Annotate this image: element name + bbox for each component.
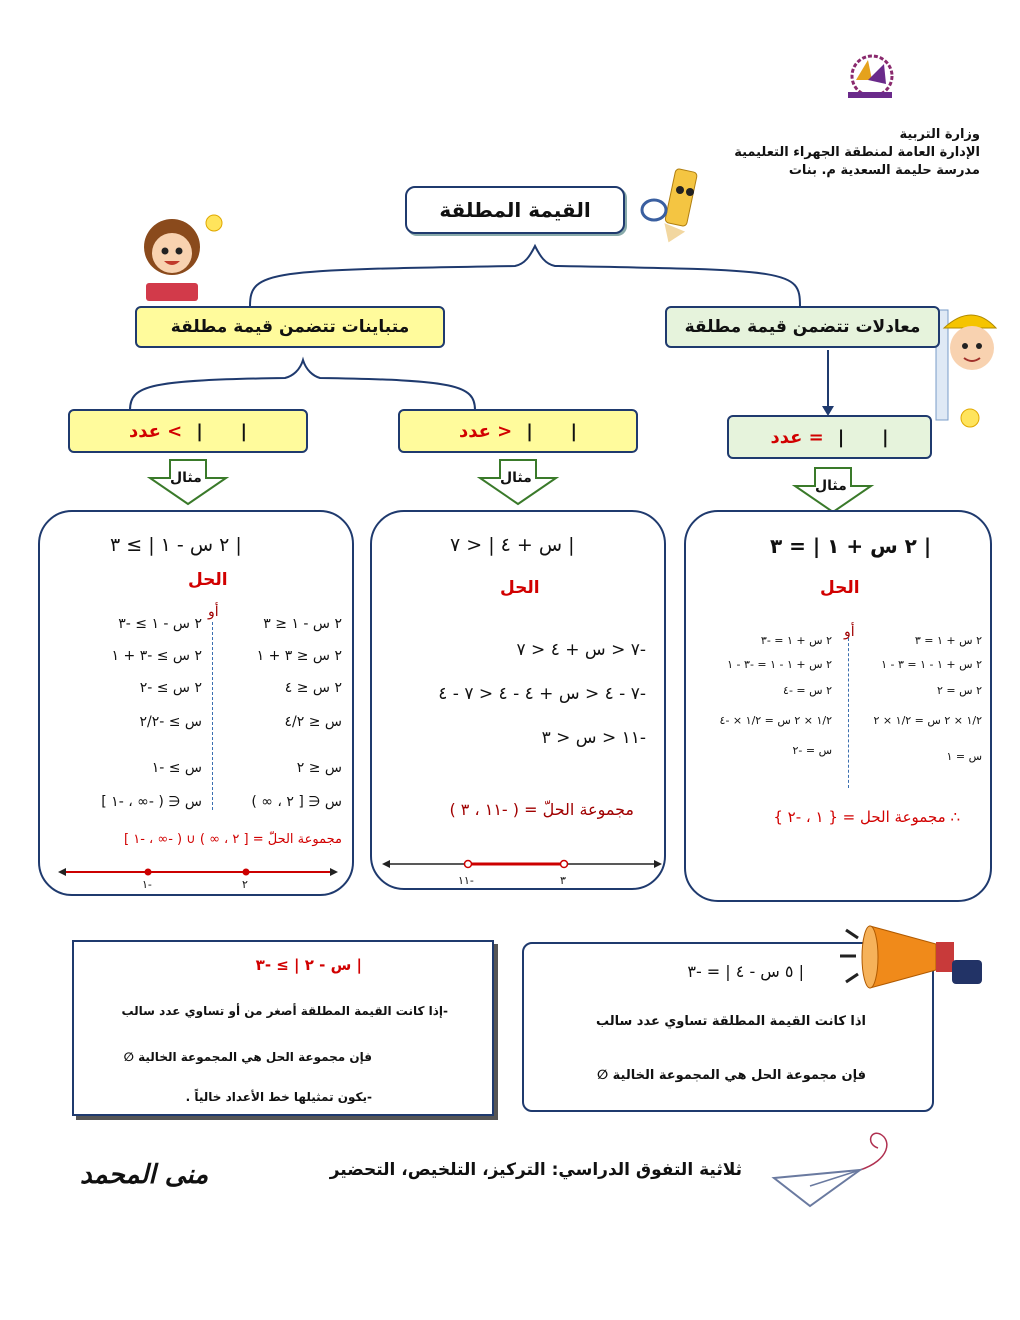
- form-equal: [727, 415, 932, 459]
- footer-slogan: ثلاثية التفوق الدراسي: التركيز، التلخيص، التحضير: [329, 1160, 742, 1180]
- panel-greater-left-step-6: س ∈ ( -∞ ، -١ ]: [101, 794, 202, 810]
- example-label-greater: مثال: [170, 470, 202, 486]
- panel-equation-solution-title: الحل: [820, 578, 860, 598]
- panel-equation-right-step-2: ٢ س + ١ - ١ = ٣ - ١: [881, 658, 982, 671]
- paper-plane-icon: [770, 1130, 900, 1220]
- panel-less-problem: | س + ٤ | < ٧: [450, 534, 575, 556]
- form-less: [398, 409, 638, 453]
- panel-equation-or: أو: [844, 624, 855, 640]
- panel-equation-right-step-4: ١/٢ × ٢ س = ١/٢ × ٢: [873, 714, 982, 727]
- form-greater-op: > عدد: [128, 420, 183, 442]
- panel-less-tick-right: ٣: [560, 874, 566, 887]
- header-school: مدرسة حليمة السعدية م. بنات: [788, 163, 980, 178]
- panel-equation-left-step-1: ٢ س + ١ = -٣: [760, 634, 832, 647]
- note-left-line-1: -إذا كانت القيمة المطلقة أصغر من أو تساوي عدد سالب: [121, 1004, 448, 1018]
- main-title: [405, 186, 625, 234]
- panel-less: [370, 510, 666, 890]
- panel-equation-problem: | ٢ س + ١ | = ٣: [770, 534, 932, 558]
- panel-greater-right-step-1: ٢ س - ١ ≤ ٣: [263, 616, 342, 632]
- panel-less-step-1: -٧ < س + ٤ < ٧: [516, 640, 646, 660]
- panel-equation-right-step-3: ٢ س = ٢: [937, 684, 982, 697]
- panel-equation-left-step-5: س = -٢: [792, 744, 832, 757]
- note-empty-set-inequality: [72, 940, 494, 1116]
- panel-greater-right-step-5: س ≤ ٢: [296, 760, 342, 776]
- panel-greater-solution-set: مجموعة الحلّ = [ ٢ ، ∞ ) ∪ ( -∞ ، -١ ]: [124, 832, 342, 847]
- panel-equation-solution-set: ∴ مجموعة الحل = { ١ ، -٢ }: [773, 808, 960, 826]
- panel-greater-left-step-3: ٢ س ≥ -٢: [139, 680, 202, 696]
- panel-greater-tick-left: -١: [142, 878, 152, 891]
- panel-greater-left-step-5: س ≥ -١: [151, 760, 202, 776]
- pencil-mascot-icon: [640, 160, 710, 245]
- panel-equation-left-step-2: ٢ س + ١ - ١ = -٣ - ١: [727, 658, 832, 671]
- panel-less-step-3: -١١ < س < ٣: [541, 728, 646, 748]
- panel-greater-right-step-6: س ∈ [ ٢ ، ∞ ): [251, 794, 342, 810]
- panel-greater-divider: [212, 622, 213, 810]
- form-equal-bars: | |: [837, 426, 889, 448]
- header-district: الإدارة العامة لمنطقة الجهراء التعليمية: [734, 145, 980, 160]
- panel-less-number-line: [382, 852, 662, 882]
- panel-equation-right-step-1: ٢ س + ١ = ٣: [914, 634, 982, 647]
- panel-equation-left-step-3: ٢ س = -٤: [783, 684, 832, 697]
- note-left-line-2: فإن مجموعة الحل هي المجموعة الخالية ∅: [123, 1050, 372, 1064]
- signature: منى المحمد: [80, 1160, 209, 1190]
- branch-inequalities-text: متباينات تتضمن قيمة مطلقة: [170, 317, 410, 337]
- panel-greater-solution-title: الحل: [188, 570, 228, 590]
- main-title-text: القيمة المطلقة: [439, 198, 591, 222]
- form-greater: [68, 409, 308, 453]
- panel-greater-number-line: [58, 862, 338, 892]
- note-right-line-1: اذا كانت القيمة المطلقة تساوي عدد سالب: [595, 1014, 866, 1029]
- panel-equation-left-step-4: ١/٢ × ٢ س = ١/٢ × -٤: [719, 714, 832, 727]
- panel-greater-left-step-1: ٢ س - ١ ≥ -٣: [118, 616, 202, 632]
- panel-greater-or: أو: [208, 604, 219, 620]
- form-equal-op: = عدد: [770, 426, 824, 448]
- note-right-line-2: فإن مجموعة الحل هي المجموعة الخالية ∅: [596, 1068, 866, 1083]
- panel-greater-tick-right: ٢: [242, 878, 248, 891]
- boy-mascot-icon: [932, 300, 1002, 440]
- branch-equations-text: معادلات تتضمن قيمة مطلقة: [684, 317, 921, 337]
- branch-inequalities: [135, 306, 445, 348]
- panel-equation-divider: [848, 638, 849, 788]
- panel-greater-right-step-4: س ≤ ٤/٢: [284, 714, 342, 730]
- form-greater-bars: | |: [196, 420, 248, 442]
- panel-greater-right-step-3: ٢ س ≤ ٤: [284, 680, 342, 696]
- panel-less-tick-left: -١١: [458, 874, 474, 887]
- example-label-less: مثال: [500, 470, 532, 486]
- panel-less-solution-title: الحل: [500, 578, 540, 598]
- panel-greater-right-step-2: ٢ س ≤ ٣ + ١: [256, 648, 342, 664]
- panel-equation: [684, 510, 992, 902]
- branch-equations: [665, 306, 940, 348]
- panel-less-step-2: -٧ - ٤ < س + ٤ - ٤ < ٧ - ٤: [438, 684, 646, 704]
- panel-greater-left-step-4: س ≥ -٢/٢: [139, 714, 202, 730]
- panel-greater: [38, 510, 354, 896]
- note-left-line-3: -يكون تمثيلها خط الأعداد خالياً .: [185, 1090, 372, 1104]
- megaphone-icon: [836, 920, 986, 1000]
- panel-greater-left-step-2: ٢ س ≥ -٣ + ١: [111, 648, 202, 664]
- girl-mascot-icon: [132, 205, 222, 305]
- form-less-op: < عدد: [458, 420, 513, 442]
- form-less-bars: | |: [526, 420, 578, 442]
- panel-less-solution-set: مجموعة الحلّ = ( -١١ ، ٣ ): [449, 800, 634, 819]
- header-ministry: وزارة التربية: [899, 127, 980, 142]
- note-left-problem: | س - ٢ | ≥ -٣: [255, 956, 362, 974]
- example-label-equal: مثال: [815, 478, 847, 494]
- panel-greater-problem: | ٢ س - ١ | ≥ ٣: [110, 534, 242, 556]
- note-right-problem: | ٥ س - ٤ | = -٣: [687, 962, 804, 981]
- panel-equation-right-step-5: س = ١: [946, 750, 982, 763]
